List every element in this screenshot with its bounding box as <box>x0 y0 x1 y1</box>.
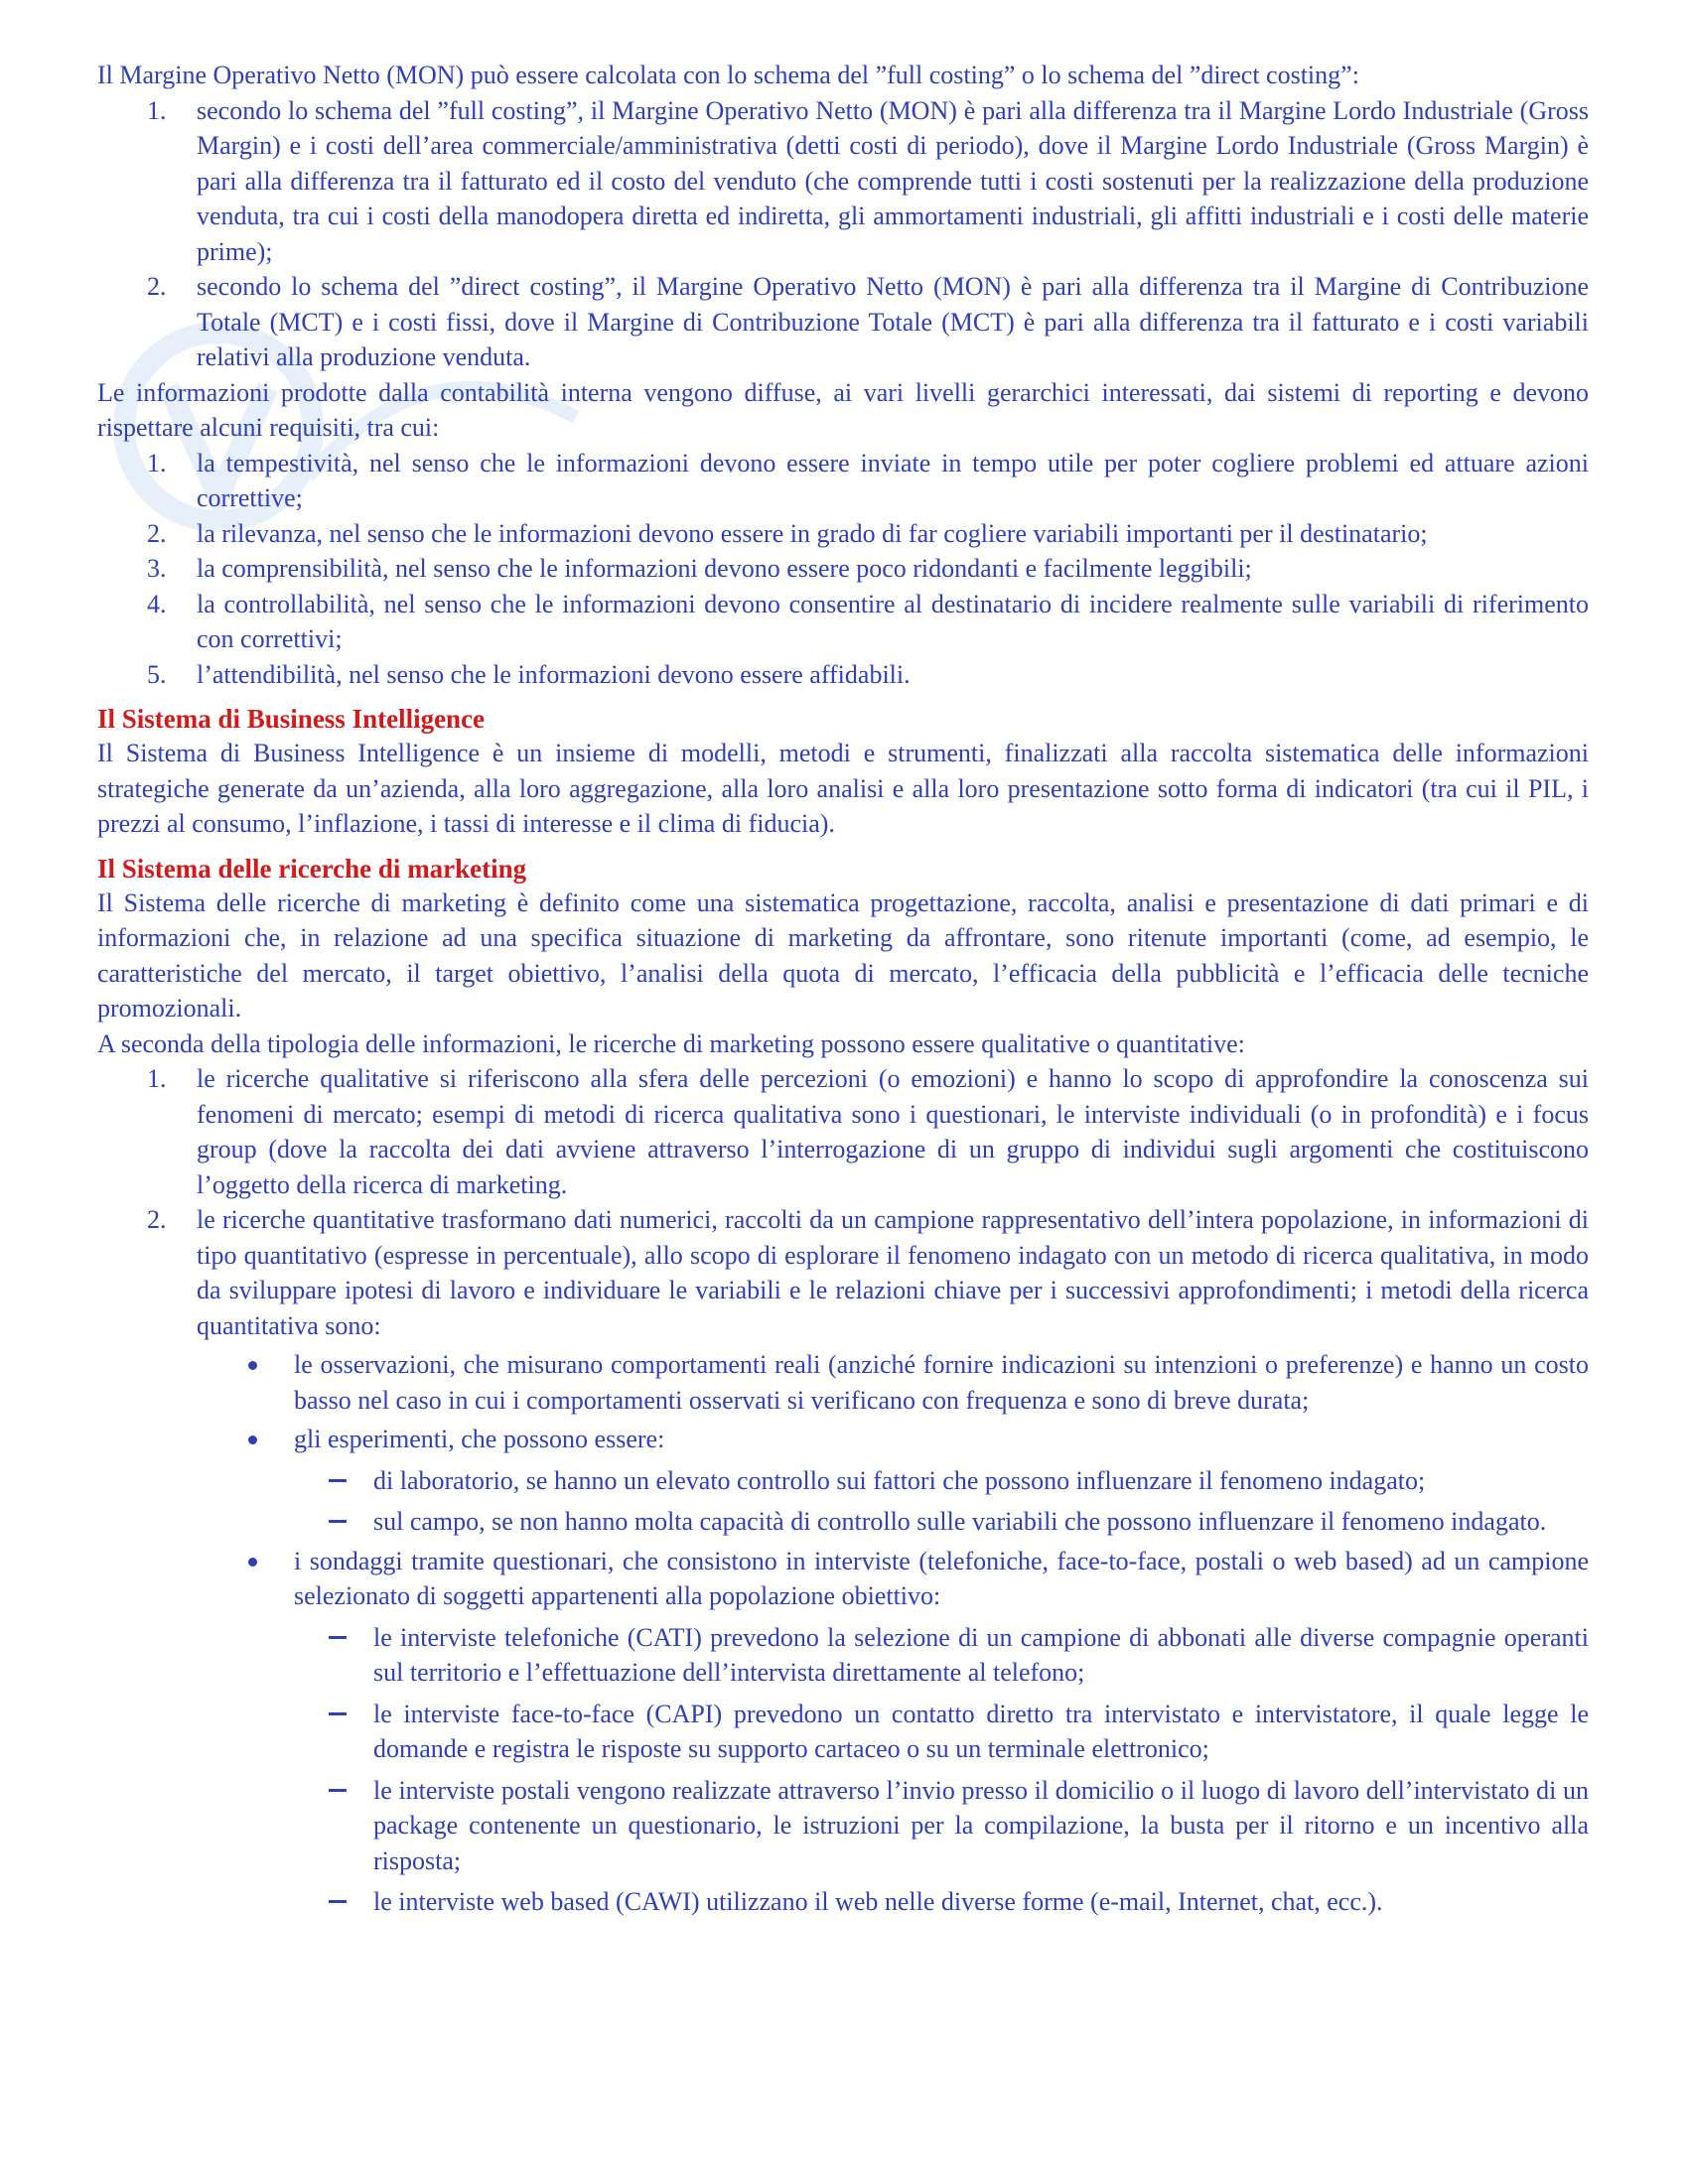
bullet-icon <box>248 1361 257 1370</box>
dash-item: le interviste telefoniche (CATI) prevedono la selezione di un campione di abbonati alle diverse compagnie operanti sul territorio e l’effettuazione dell’intervista direttamente al telefono; <box>97 1620 1589 1691</box>
list-item: 2. la rilevanza, nel senso che le informazioni devono essere in grado di far cogliere variabili importanti per il destinatario; <box>147 518 1428 548</box>
mon-list <box>97 93 1589 375</box>
methods-list <box>97 1347 1589 1457</box>
document-page <box>97 58 1589 1920</box>
dash-icon <box>329 1712 347 1715</box>
dash-item: le interviste postali vengono realizzate attraverso l’invio presso il domicilio o il luogo di lavoro dell’intervistato di un package contenente un questionario, le istruzioni per la compilazione, la busta per il ritorno e un incentivo alla risposta; <box>97 1773 1589 1879</box>
list-item: 5. l’attendibilità, nel senso che le informazioni devono essere affidabili. <box>147 659 911 689</box>
mr-intro: A seconda della tipologia delle informazioni, le ricerche di marketing possono essere qualitative o quantitative: <box>97 1028 1245 1058</box>
reporting-intro: Le informazioni prodotte dalla contabilità interna vengono diffuse, ai vari livelli gerarchici interessati, dai sistemi di reporting e devono rispettare alcuni requisiti, tra cui: <box>97 377 1589 442</box>
list-item: 1. le ricerche qualitative si riferiscono alla sfera delle percezioni (o emozioni) e hanno lo scopo di approfondire la conoscenza sui fenomeni di mercato; esempi di metodi di ricerca qualitativa sono i questionari, le interviste individuali (o in profondità) e i focus group (dove la raccolta dei dati avviene attraverso l’interrogazione di un gruppo di individui sugli argomenti che costituiscono l’oggetto della ricerca di marketing. <box>147 1064 1589 1199</box>
dash-icon <box>329 1789 347 1792</box>
dash-icon <box>329 1520 347 1523</box>
bullet-item: gli esperimenti, che possono essere: <box>97 1422 1589 1457</box>
dash-icon <box>329 1479 347 1482</box>
dash-item: sul campo, se non hanno molta capacità di controllo sulle variabili che possono influenzare il fenomeno indagato. <box>97 1504 1589 1540</box>
list-item: 2. secondo lo schema del ”direct costing”, il Margine Operativo Netto (MON) è pari alla differenza tra il Margine di Contribuzione Totale (MCT) e i costi fissi, dove il Margine di Contribuzione Totale (MCT) è pari alla differenza tra il fatturato e i costi variabili relativi alla produzione venduta. <box>147 272 1589 371</box>
list-item: 1. la tempestività, nel senso che le informazioni devono essere inviate in tempo utile per poter cogliere problemi ed attuare azioni correttive; <box>147 448 1589 512</box>
bullet-icon <box>248 1435 257 1444</box>
requirements-list <box>97 446 1589 693</box>
mon-intro: Il Margine Operativo Netto (MON) può essere calcolata con lo schema del ”full costing” o lo schema del ”direct costing”: <box>97 61 1359 89</box>
research-list <box>97 1061 1589 1343</box>
mr-heading: Il Sistema delle ricerche di marketing <box>97 853 527 884</box>
list-item: 3. la comprensibilità, nel senso che le informazioni devono essere poco ridondanti e facilmente leggibili; <box>147 554 1252 583</box>
surveys-list <box>97 1544 1589 1614</box>
mr-paragraph: Il Sistema delle ricerche di marketing è definito come una sistematica progettazione, raccolta, analisi e presentazione di dati primari e di informazioni che, in relazione ad una specifica situazione di marketing da affrontare, sono ritenute importanti (come, ad esempio, le caratteristiche del mercato, il target obiettivo, l’analisi della quota di mercato, l’efficacia della pubblicità e l’efficacia delle tecniche promozionali. <box>97 887 1589 1023</box>
dash-item: le interviste face-to-face (CAPI) prevedono un contatto diretto tra intervistato e intervistatore, il quale legge le domande e registra le risposte su supporto cartaceo o su un terminale elettronico; <box>97 1697 1589 1767</box>
list-item: 4. la controllabilità, nel senso che le informazioni devono consentire al destinatario di incidere realmente sulle variabili di riferimento con correttivi; <box>147 589 1589 653</box>
bullet-item: le osservazioni, che misurano comportamenti reali (anziché fornire indicazioni su intenzioni o preferenze) e hanno un costo basso nel caso in cui i comportamenti osservati si verificano con frequenza e sono di breve durata; <box>97 1347 1589 1418</box>
bi-paragraph: Il Sistema di Business Intelligence è un insieme di modelli, metodi e strumenti, finalizzati alla raccolta sistematica delle informazioni strategiche generate da un’azienda, alla loro aggregazione, alla loro analisi e alla loro presentazione sotto forma di indicatori (tra cui il PIL, i prezzi al consumo, l’inflazione, i tassi di interesse e il clima di fiducia). <box>97 739 1589 838</box>
dash-icon <box>329 1900 347 1903</box>
bullet-icon <box>248 1558 257 1567</box>
list-item: 2. le ricerche quantitative trasformano dati numerici, raccolti da un campione rappresentativo dell’intera popolazione, in informazioni di tipo quantitativo (espresse in percentuale), allo scopo di esplorare il fenomeno indagato con un metodo di ricerca qualitativa, in modo da sviluppare ipotesi di lavoro e individuare le variabili e le relazioni chiave per i successivi approfondimenti; i metodi della ricerca quantitativa sono: <box>147 1205 1589 1340</box>
list-item: 1. secondo lo schema del ”full costing”, il Margine Operativo Netto (MON) è pari alla differenza tra il Margine Lordo Industriale (Gross Margin) e i costi dell’area commerciale/amministrativa (detti costi di periodo), dove il Margine Lordo Industriale (Gross Margin) è pari alla differenza tra il fatturato ed il costo del venduto (che comprende tutti i costi sostenuti per la realizzazione della produzione venduta, tra cui i costi della manodopera diretta ed indiretta, gli ammortamenti industriali, gli affitti industriali e i costi delle materie prime); <box>147 95 1589 266</box>
dash-item: le interviste web based (CAWI) utilizzano il web nelle diverse forme (e-mail, Internet, chat, ecc.). <box>97 1884 1589 1920</box>
bullet-item: i sondaggi tramite questionari, che consistono in interviste (telefoniche, face-to-face, postali o web based) ad un campione selezionato di soggetti appartenenti alla popolazione obiettivo: <box>97 1544 1589 1614</box>
surveys-sublist <box>97 1620 1589 1920</box>
dash-item: di laboratorio, se hanno un elevato controllo sui fattori che possono influenzare il fenomeno indagato; <box>97 1463 1589 1499</box>
bi-heading: Il Sistema di Business Intelligence <box>97 704 486 734</box>
dash-icon <box>329 1636 347 1639</box>
experiments-sublist <box>97 1463 1589 1540</box>
